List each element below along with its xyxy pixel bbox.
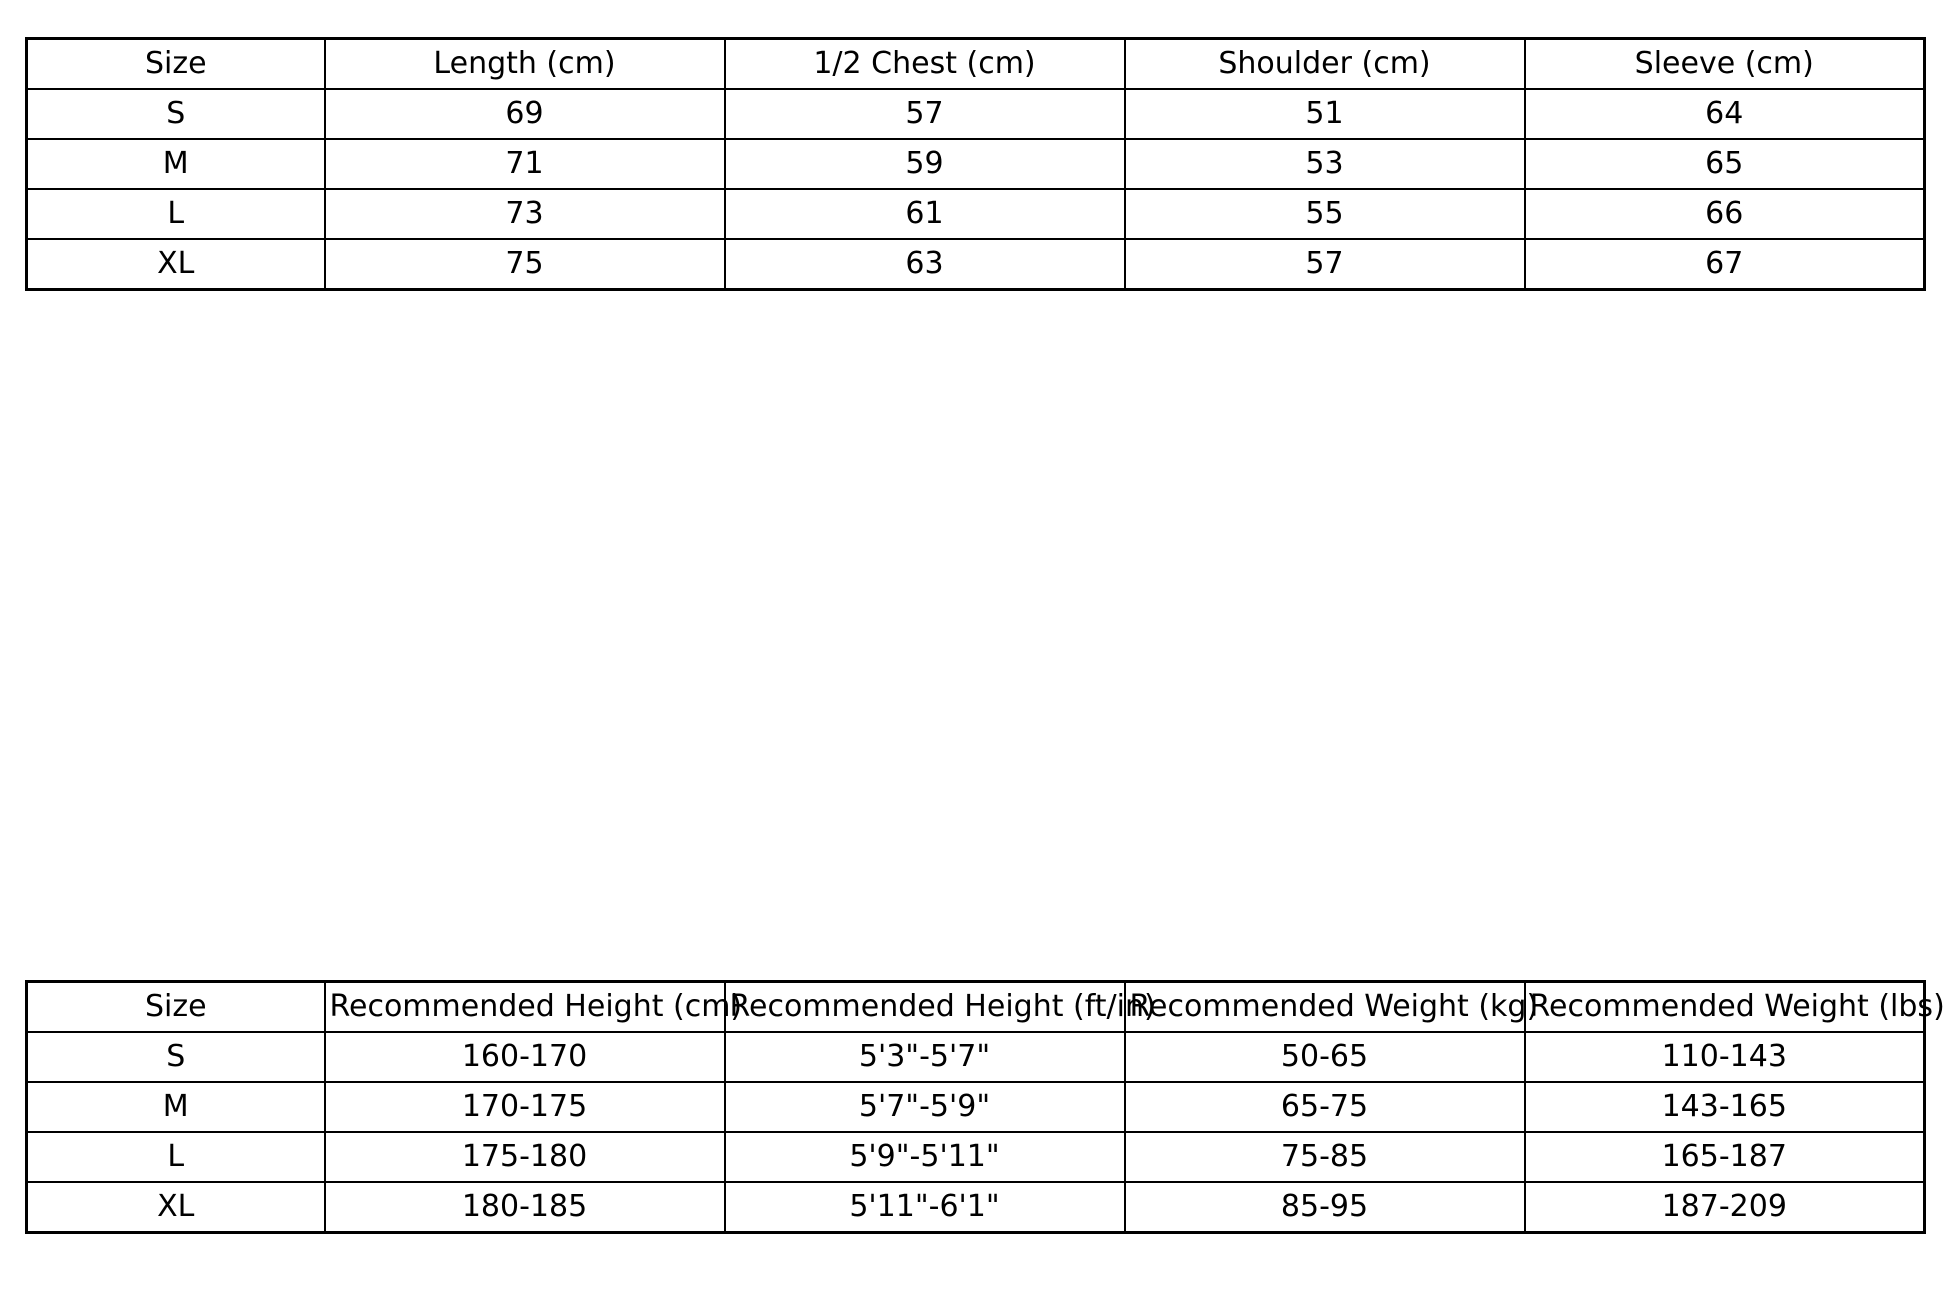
garment-measurements-table bbox=[25, 37, 1926, 291]
table-row bbox=[27, 1182, 1925, 1233]
table-header-row bbox=[27, 982, 1925, 1033]
cell-weight-lbs: 187-209 bbox=[1525, 1182, 1925, 1233]
cell-length: 69 bbox=[325, 89, 725, 139]
column-header-size-label: Size bbox=[144, 989, 207, 1024]
cell-size: L bbox=[27, 1132, 325, 1182]
column-header-weight-kg bbox=[1125, 982, 1539, 1033]
cell-size: XL bbox=[27, 239, 325, 290]
column-header-height-ftin-label: Recommended Height (ft/in) bbox=[729, 989, 1156, 1024]
cell-half-chest: 63 bbox=[725, 239, 1125, 290]
cell-weight-kg: 50-65 bbox=[1125, 1032, 1525, 1082]
cell-length: 71 bbox=[325, 139, 725, 189]
cell-weight-lbs: 165-187 bbox=[1525, 1132, 1925, 1182]
table-row bbox=[27, 1082, 1925, 1132]
cell-height-ftin: 5'7"-5'9" bbox=[725, 1082, 1125, 1132]
table-row bbox=[27, 89, 1925, 139]
cell-size: L bbox=[27, 189, 325, 239]
cell-length: 75 bbox=[325, 239, 725, 290]
cell-half-chest: 57 bbox=[725, 89, 1125, 139]
column-header-weight-lbs bbox=[1525, 982, 1945, 1033]
table-row bbox=[27, 1132, 1925, 1182]
column-header-size: Size bbox=[27, 39, 325, 90]
cell-sleeve: 66 bbox=[1525, 189, 1925, 239]
column-header-size bbox=[27, 982, 325, 1033]
cell-height-ftin: 5'11"-6'1" bbox=[725, 1182, 1125, 1233]
cell-length: 73 bbox=[325, 189, 725, 239]
cell-weight-kg: 85-95 bbox=[1125, 1182, 1525, 1233]
column-header-height-ftin bbox=[725, 982, 1156, 1033]
table-row bbox=[27, 189, 1925, 239]
column-header-shoulder: Shoulder (cm) bbox=[1125, 39, 1525, 90]
cell-half-chest: 61 bbox=[725, 189, 1125, 239]
column-header-height-cm-label: Recommended Height (cm) bbox=[329, 989, 743, 1024]
cell-weight-lbs: 110-143 bbox=[1525, 1032, 1925, 1082]
cell-height-cm: 170-175 bbox=[325, 1082, 725, 1132]
cell-weight-lbs: 143-165 bbox=[1525, 1082, 1925, 1132]
cell-weight-kg: 65-75 bbox=[1125, 1082, 1525, 1132]
cell-size: S bbox=[27, 89, 325, 139]
cell-size: S bbox=[27, 1032, 325, 1082]
column-header-weight-lbs-label: Recommended Weight (lbs) bbox=[1529, 989, 1945, 1024]
cell-height-cm: 180-185 bbox=[325, 1182, 725, 1233]
table-row bbox=[27, 239, 1925, 290]
table-header-row bbox=[27, 39, 1925, 90]
cell-height-ftin: 5'9"-5'11" bbox=[725, 1132, 1125, 1182]
cell-shoulder: 53 bbox=[1125, 139, 1525, 189]
cell-shoulder: 55 bbox=[1125, 189, 1525, 239]
cell-sleeve: 67 bbox=[1525, 239, 1925, 290]
cell-sleeve: 65 bbox=[1525, 139, 1925, 189]
column-header-half-chest: 1/2 Chest (cm) bbox=[725, 39, 1125, 90]
cell-size: XL bbox=[27, 1182, 325, 1233]
column-header-weight-kg-label: Recommended Weight (kg) bbox=[1129, 989, 1539, 1024]
cell-half-chest: 59 bbox=[725, 139, 1125, 189]
cell-sleeve: 64 bbox=[1525, 89, 1925, 139]
cell-height-cm: 160-170 bbox=[325, 1032, 725, 1082]
cell-height-cm: 175-180 bbox=[325, 1132, 725, 1182]
cell-height-ftin: 5'3"-5'7" bbox=[725, 1032, 1125, 1082]
column-header-sleeve: Sleeve (cm) bbox=[1525, 39, 1925, 90]
column-header-length: Length (cm) bbox=[325, 39, 725, 90]
cell-size: M bbox=[27, 1082, 325, 1132]
table-row bbox=[27, 139, 1925, 189]
table-row bbox=[27, 1032, 1925, 1082]
cell-shoulder: 51 bbox=[1125, 89, 1525, 139]
cell-weight-kg: 75-85 bbox=[1125, 1132, 1525, 1182]
cell-size: M bbox=[27, 139, 325, 189]
column-header-height-cm bbox=[325, 982, 743, 1033]
body-recommendations-table bbox=[25, 980, 1945, 1234]
cell-shoulder: 57 bbox=[1125, 239, 1525, 290]
